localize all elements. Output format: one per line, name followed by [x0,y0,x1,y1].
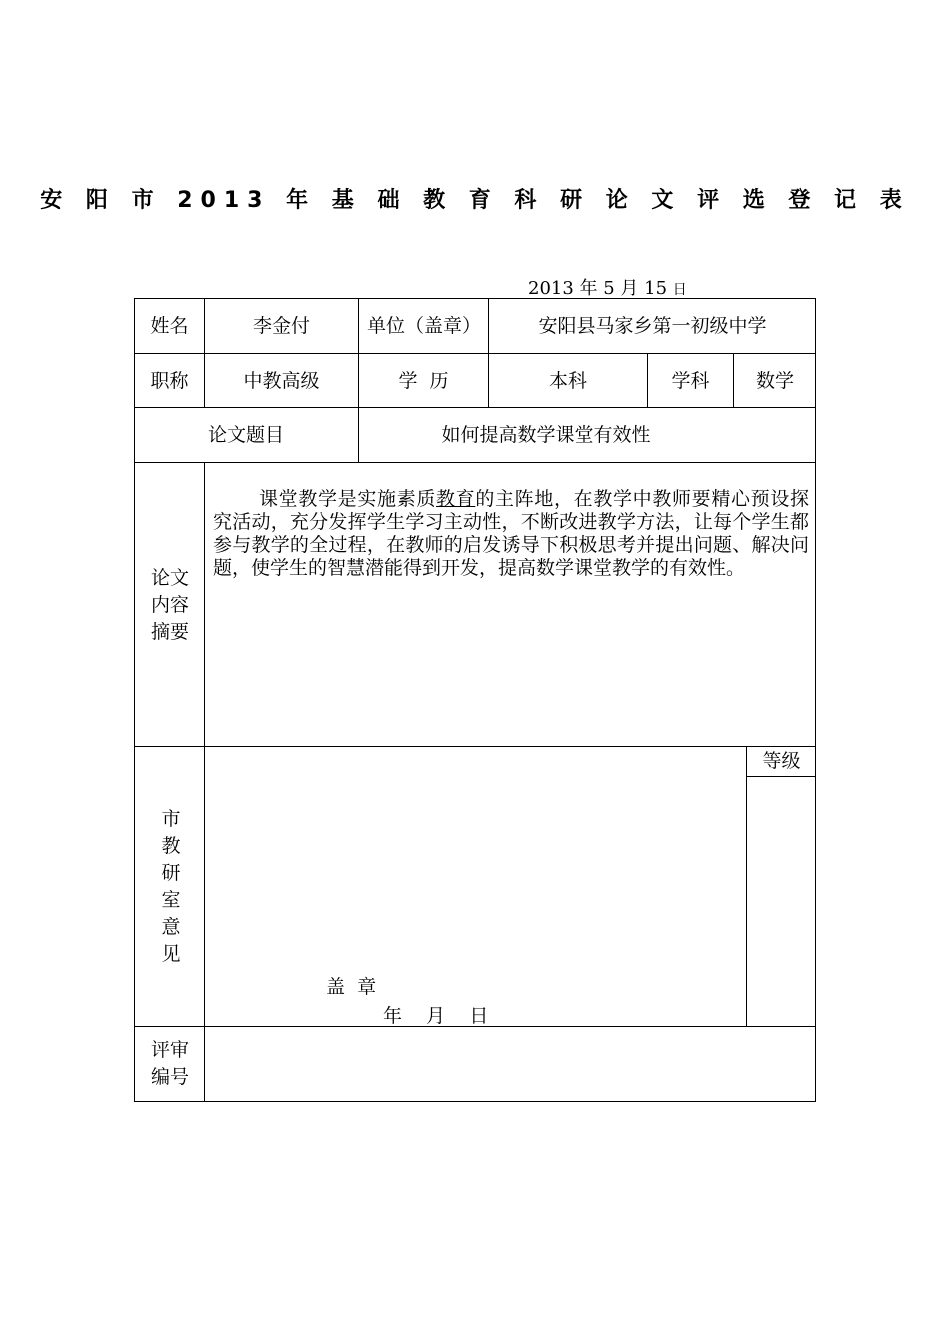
document-title: 安 阳 市 2013 年 基 础 教 育 科 研 论 文 评 选 登 记 表 [40,188,910,213]
paper-title-value: 如何提高数学课堂有效性 [441,424,651,446]
abstract-underlined-word: 教育 [436,488,476,510]
unit-value: 安阳县马家乡第一初级中学 [538,315,767,337]
name-value: 李金付 [252,315,310,337]
unit-label: 单位（盖章） [366,315,481,337]
date-day: 日 [672,282,687,298]
title-value: 中教高级 [243,369,320,392]
date-main: 2013 年 5 月 15 [528,278,668,299]
subject-value: 数学 [755,369,794,392]
paper-title-label: 论文题目 [207,424,284,446]
opinion-date: 年 月 日 [383,1005,489,1027]
abstract-text-start: 课堂教学是实施素质 [259,488,436,510]
name-label: 姓名 [150,315,189,337]
fill-date [528,274,687,300]
abstract-text-rest: 的主阵地，在教学中教师要精心预设探究活动，充分发挥学生学习主动性，不断改进教学方法，让每个学生都参与教学的全过程，在教师的启发诱导下积极思考并提出问题、解决问题，使学生的智慧潜能得到开发，提高数学课堂教学的有效性。 [213,488,809,579]
abstract-text [213,488,809,580]
education-label: 学 历 [398,369,449,392]
review-number-label: 评审编号 [150,1039,189,1088]
education-value: 本科 [548,369,587,392]
opinion-label: 市教研室意见 [161,808,181,965]
grade-label: 等级 [762,750,801,772]
seal-text: 盖 章 [326,976,377,998]
abstract-label: 论文内容摘要 [150,566,189,643]
title-label: 职称 [150,369,189,392]
subject-label: 学科 [671,369,710,392]
